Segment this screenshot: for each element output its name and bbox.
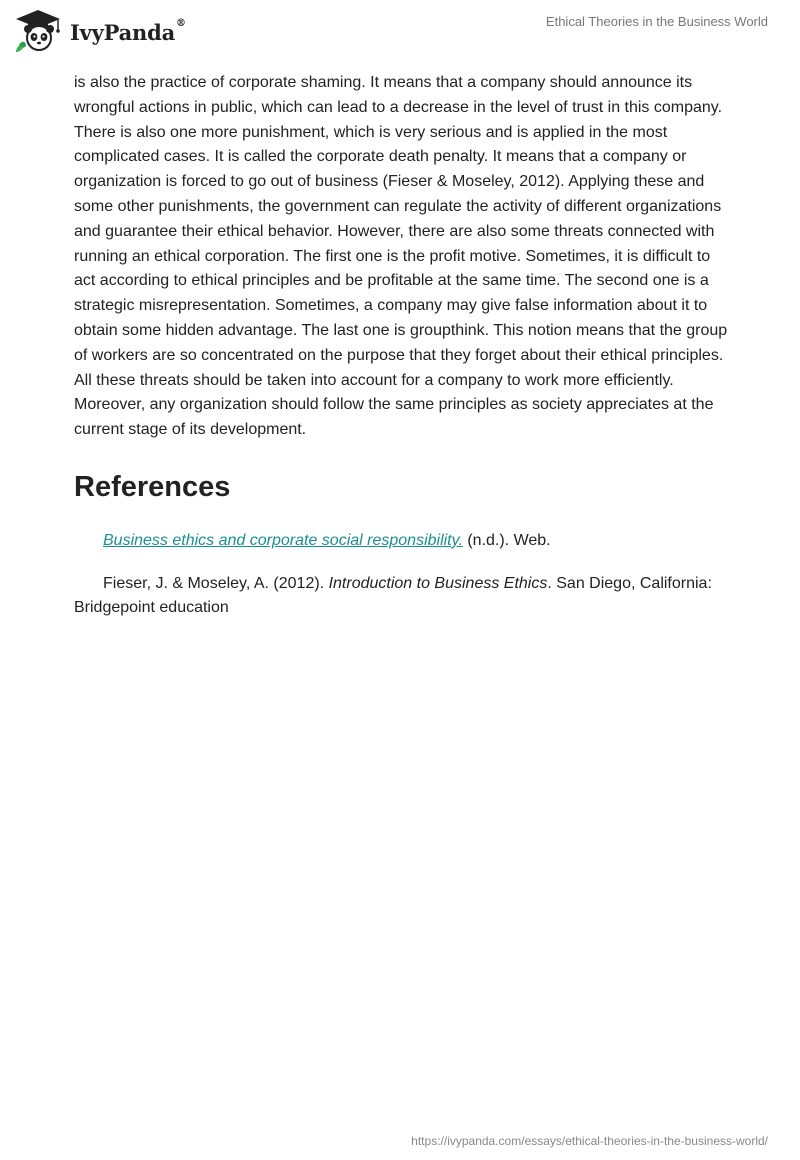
reference-link[interactable]: Business ethics and corporate social responsibility. [103, 531, 463, 549]
essay-content [74, 71, 734, 620]
document-title: Ethical Theories in the Business World [545, 14, 768, 29]
reference-rest: . San Diego, California: Bridgepoint education [74, 574, 712, 616]
ivypanda-logo[interactable] [14, 8, 186, 52]
reference-authors: Fieser, J. & Moseley, A. (2012). [103, 574, 329, 592]
footer-url[interactable]: https://ivypanda.com/essays/ethical-theories-in-the-business-world/ [411, 1134, 768, 1148]
reference-rest: (n.d.). Web. [462, 531, 551, 549]
brand-name: IvyPanda® [70, 17, 186, 45]
reference-item [74, 529, 734, 553]
references-heading: References [74, 470, 231, 503]
reference-item [74, 572, 734, 620]
page-header [0, 0, 800, 62]
body-paragraph: is also the practice of corporate shaming. It means that a company should announce its wrongful actions in public, which can lead to a decrease in the level of trust in this company. There is also one more punishment, which is very serious and is applied in the most complicated cases. It is called the corporate death penalty. It means that a company or organization is forced to go out of business (Fieser & Moseley, 2012). Applying these and some other punishments, the government can regulate the activity of different organizations and guarantee their ethical behavior. However, there are also some threats connected with running an ethical corporation. The first one is the profit motive. Sometimes, it is difficult to act according to ethical principles and be profitable at the same time. The second one is a strategic misrepresentation. Sometimes, a company may give false information about it to obtain some hidden advantage. The last one is groupthink. This notion means that the group of workers are so concentrated on the purpose that they forget about their ethical principles. All these threats should be taken into account for a company to work more efficiently. Moreover, any organization should follow the same principles as society appreciates at the current stage of its development. [74, 74, 728, 439]
panda-logo-icon [14, 8, 64, 52]
reference-title: Introduction to Business Ethics [328, 574, 548, 592]
